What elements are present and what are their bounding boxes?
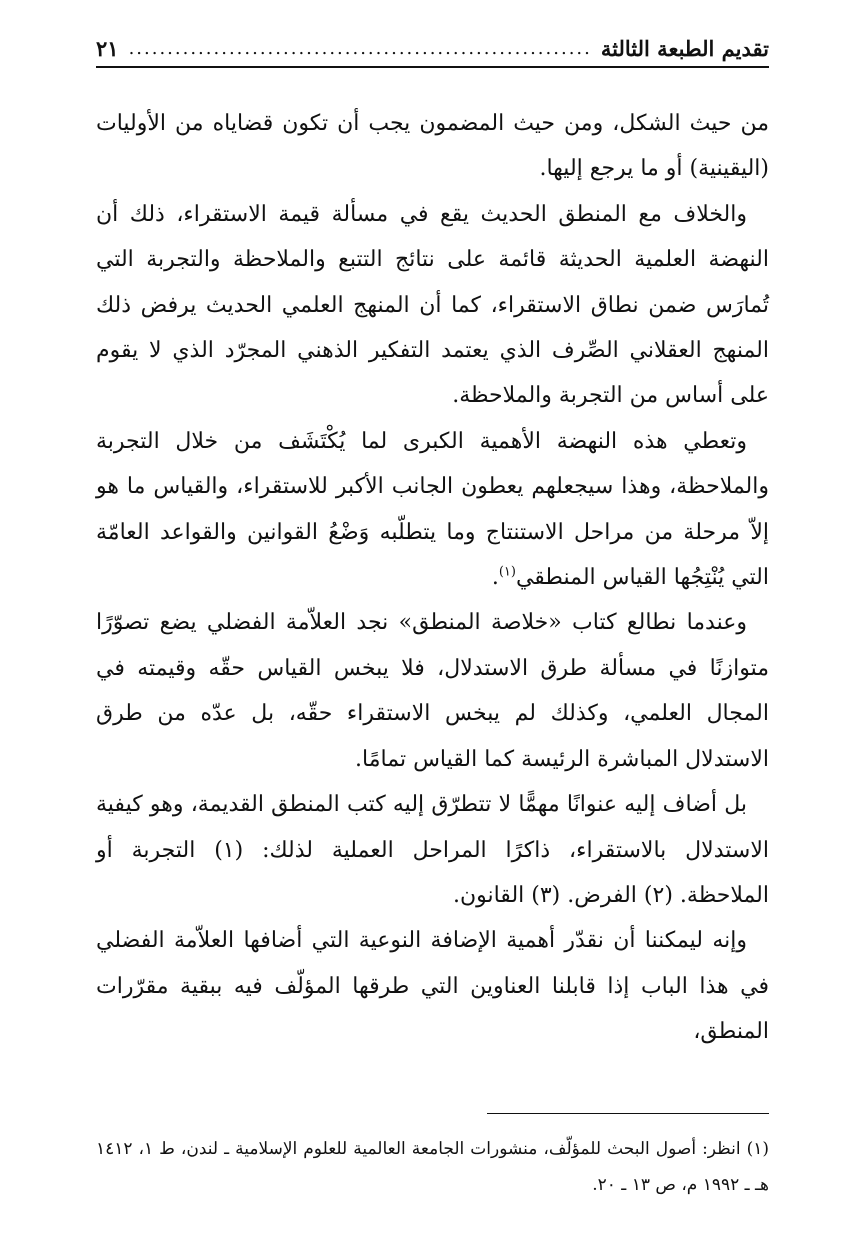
leader-dots [129, 38, 591, 59]
paragraph: والخلاف مع المنطق الحديث يقع في مسألة قيمة الاستقراء، ذلك أن النهضة العلمية الحديثة قائمة على نتائج التتبع والملاحظة والتجربة التي تُمارَس ضمن نطاق الاستقراء، كما أن المنهج العلمي الحديث يرفض ذلك المنهج العقلاني الصِّرف الذي يعتمد التفكير الذهني المجرّد الذي لا يقوم على أساس من التجربة والملاحظة. [96, 201, 769, 409]
paragraph: وإنه ليمكننا أن نقدّر أهمية الإضافة النوعية التي أضافها العلاّمة الفضلي في هذا الباب إذا قابلنا العناوين التي طرقها المؤلّف فيه ببقية مقرّرات المنطق، [96, 928, 769, 1045]
paragraph [96, 419, 769, 601]
footnote-reference: (١) [498, 564, 516, 580]
footnote-rule [487, 1113, 769, 1114]
body-text [96, 101, 769, 1055]
paragraph: وعندما نطالع كتاب «خلاصة المنطق» نجد العلاّمة الفضلي يضع تصوّرًا متوازنًا في مسألة طرق الاستدلال، فلا يبخس القياس حقّه وقيمته في المجال العلمي، وكذلك لم يبخس الاستقراء حقّه، بل عدّه من طرق الاستدلال المباشرة الرئيسة كما القياس تمامًا. [96, 610, 769, 772]
paragraph-end-mark: . [491, 565, 499, 591]
paragraph: من حيث الشكل، ومن حيث المضمون يجب أن تكون قضاياه من الأوليات (اليقينية) أو ما يرجع إليها. [96, 111, 769, 182]
chapter-title: تقديم الطبعة الثالثة [600, 35, 769, 61]
footnotes [96, 1131, 769, 1203]
footnote: (١) انظر: أصول البحث للمؤلّف، منشورات الجامعة العالمية للعلوم الإسلامية ـ لندن، ط ١، ١٤١٢ هـ ـ ١٩٩٢ م، ص ١٣ ـ ٢٠. [96, 1139, 770, 1195]
paragraph-text: وتعطي هذه النهضة الأهمية الكبرى لما يُكْتَشَف من خلال التجربة والملاحظة، وهذا سيجعلهم يعطون الجانب الأكبر للاستقراء، والقياس ما هو إلاّ مرحلة من مراحل الاستنتاج وما يتطلّبه وَضْعُ القوانين والقواعد العامّة التي يُنْتِجُها القياس المنطقي [96, 428, 769, 591]
running-header [96, 30, 769, 66]
page-number: ٢١ [96, 35, 119, 61]
header-rule [96, 66, 769, 68]
paragraph: بل أضاف إليه عنوانًا مهمًّا لا تتطرّق إليه كتب المنطق القديمة، وهو كيفية الاستدلال بالاستقراء، ذاكرًا المراحل العملية لذلك: (١) التجربة أو الملاحظة. (٢) الفرض. (٣) القانون. [96, 792, 769, 908]
book-page [96, 0, 769, 1257]
